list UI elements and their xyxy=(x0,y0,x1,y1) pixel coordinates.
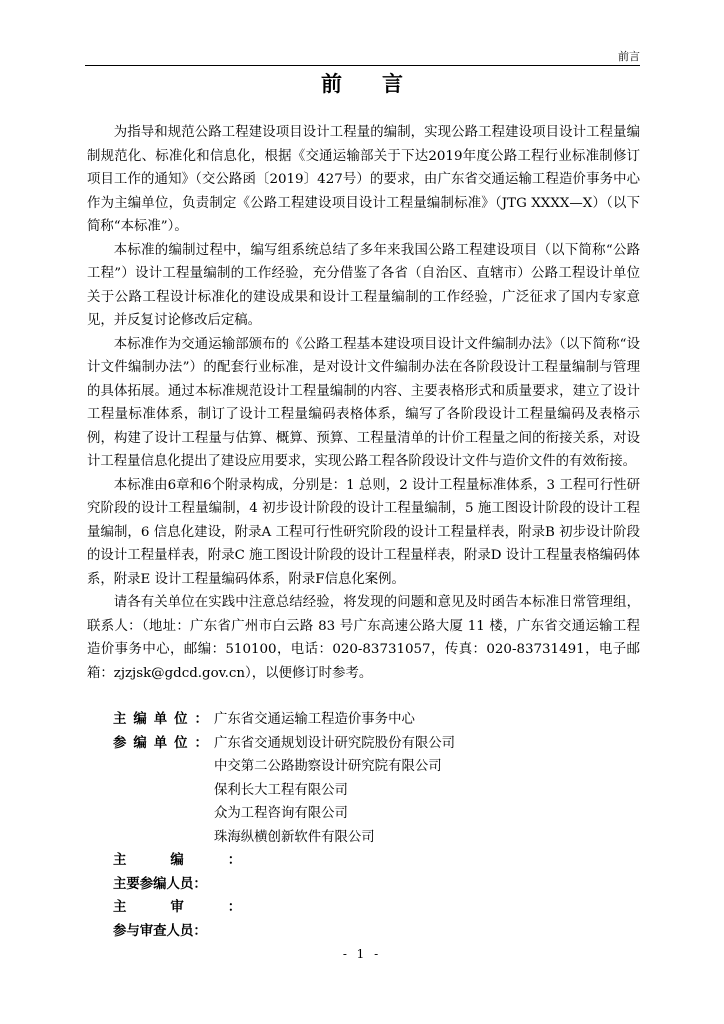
reviewer-label: 主审： xyxy=(113,900,286,915)
credits-block xyxy=(113,708,613,943)
participating-unit-value: 珠海纵横创新软件有限公司 xyxy=(214,829,375,845)
paragraph-contact: 请各有关单位在实践中注意总结经验，将发现的问题和意见及时函告本标准日常管理组，联系人：（地址：广东省广州市白云路 83 号广东高速公路大厦 11 楼，广东省交通运输工程造价事务中心，邮编：510100，电话：020-83731057，传真：020-83731491，电子邮箱：zjzjsk@gdcd.gov.cn），以便修订时参考。 xyxy=(87,595,640,681)
page-title: 前言 xyxy=(321,72,443,96)
credit-row-participating-unit xyxy=(113,826,613,850)
credit-row-reviewer xyxy=(113,896,613,920)
participating-unit-value: 广东省交通规划设计研究院股份有限公司 xyxy=(214,735,456,751)
preface-body xyxy=(87,121,640,685)
credit-row-participating-unit xyxy=(113,732,613,756)
paragraph-scope: 本标准作为交通运输部颁布的《公路工程基本建设项目设计文件编制办法》（以下简称“设计文件编制办法”）的配套行业标准，是对设计文件编制办法在各阶段设计工程量编制与管理的具体拓展。通过本标准规范设计工程量编制的内容、主要表格形式和质量要求，建立了设计工程量标准体系，制订了设计工程量编码表格体系，编写了各阶段设计工程量编码及表格示例，构建了设计工程量与估算、概算、预算、工程量清单的计价工程量之间的衔接关系，对设计工程量信息化提出了建设应用要求，实现公路工程各阶段设计文件与造价文件的有效衔接。 xyxy=(87,336,640,469)
participating-unit-value: 众为工程咨询有限公司 xyxy=(214,806,348,821)
chief-unit-label: 主编单位： xyxy=(113,712,215,727)
paragraph-structure: 本标准由6章和6个附录构成，分别是：1 总则，2 设计工程量标准体系，3 工程可行性研究阶段的设计工程量编制，4 初步设计阶段的设计工程量编制，5 施工图设计阶段的设计工程量编制，6 信息化建设，附录A 工程可行性研究阶段的设计工程量样表，附录B 初步设计阶段的设计工程量样表，附录C 施工图设计阶段的设计工程量样表，附录D 设计工程量表格编码体系，附录E 设计工程量编码体系，附录F信息化案例。 xyxy=(87,477,640,587)
running-header xyxy=(85,49,640,66)
credit-row-participating-unit xyxy=(113,802,613,826)
paragraph-process: 本标准的编制过程中，编写组系统总结了多年来我国公路工程建设项目（以下简称“公路工程”）设计工程量编制的工作经验，充分借鉴了各省（自治区、直辖市）公路工程设计单位关于公路工程设计标准化的建设成果和设计工程量编制的工作经验，广泛征求了国内专家意见，并反复讨论修改后定稿。 xyxy=(87,242,640,328)
participating-unit-value: 中交第二公路勘察设计研究院有限公司 xyxy=(214,759,442,774)
chief-unit-value: 广东省交通运输工程造价事务中心 xyxy=(214,712,415,727)
chief-editor-label: 主编： xyxy=(113,853,286,868)
credit-row-participating-unit xyxy=(113,779,613,803)
credit-row-participating-unit xyxy=(113,755,613,779)
credit-row-chief-unit xyxy=(113,708,613,732)
running-header-title: 前言 xyxy=(618,50,640,63)
participating-unit-value: 保利长大工程有限公司 xyxy=(214,782,348,798)
participants-label: 主要参编人员： xyxy=(113,876,207,892)
review-participants-label: 参与审查人员： xyxy=(113,923,207,939)
credit-row-review-participants xyxy=(113,920,613,944)
paragraph-purpose: 为指导和规范公路工程建设项目设计工程量的编制，实现公路工程建设项目设计工程量编制规范化、标准化和信息化，根据《交通运输部关于下达2019年度公路工程行业标准制修订项目工作的通知》（交公路函〔2019〕427号）的要求，由广东省交通运输工程造价事务中心作为主编单位，负责制定《公路工程建设项目设计工程量编制标准》（JTG XXXX—X）（以下简称“本标准”）。 xyxy=(87,125,640,234)
page-number: - 1 - xyxy=(342,947,382,961)
credit-row-chief-editor xyxy=(113,849,613,873)
participating-unit-label: 参编单位： xyxy=(113,735,215,751)
credit-row-participants xyxy=(113,873,613,897)
